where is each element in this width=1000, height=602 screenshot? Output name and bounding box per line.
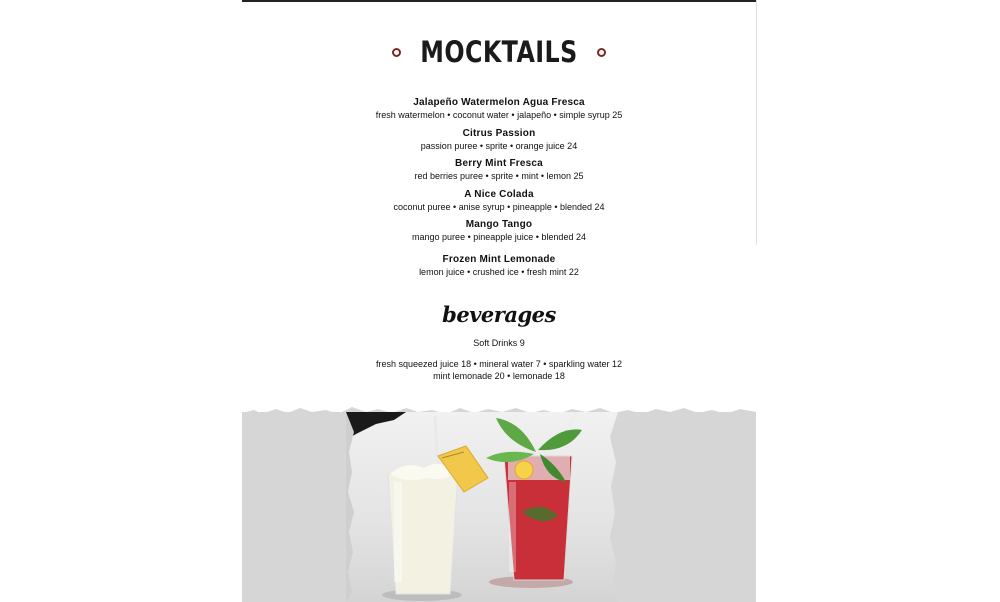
menu-item-desc: lemon juice • crushed ice • fresh mint 22	[419, 267, 579, 277]
menu-item-desc: mango puree • pineapple juice • blended 24	[412, 232, 586, 242]
straw-left	[435, 416, 438, 472]
heading-dot-left-icon	[392, 48, 401, 57]
soft-drinks-line: Soft Drinks 9	[473, 338, 525, 348]
mocktails-heading	[242, 35, 756, 69]
menu-item-name: Jalapeño Watermelon Agua Fresca	[413, 97, 585, 108]
page-edge-right	[756, 0, 757, 245]
menu-item	[242, 127, 756, 153]
beverages-title: beverages	[442, 302, 556, 327]
menu-item	[242, 253, 756, 279]
dark-background-corner	[346, 412, 406, 440]
menu-item	[242, 96, 756, 122]
menu-page	[242, 0, 756, 602]
menu-item-desc: fresh watermelon • coconut water • jalapeño • simple syrup 25	[375, 110, 623, 120]
menu-item-desc: coconut puree • anise syrup • pineapple • blended 24	[393, 202, 605, 212]
menu-item	[242, 218, 756, 244]
glass-highlight-right	[509, 482, 516, 572]
mocktails-title: MOCKTAILS	[420, 35, 578, 69]
heading-dot-right-icon	[597, 48, 606, 57]
menu-item-name: A Nice Colada	[464, 189, 534, 200]
lemon-slice	[515, 461, 533, 479]
mocktails-illustration	[346, 412, 618, 602]
menu-item	[242, 188, 756, 214]
photo-right-edge	[610, 412, 618, 602]
glass-highlight-left	[394, 482, 402, 582]
menu-item-name: Berry Mint Fresca	[455, 158, 543, 169]
mint-leaf-1	[496, 418, 536, 452]
menu-item	[242, 157, 756, 183]
beverages-line-2: mint lemonade 20 • lemonade 18	[433, 371, 565, 381]
menu-item-desc: red berries puree • sprite • mint • lemon 25	[414, 171, 584, 181]
menu-item-name: Frozen Mint Lemonade	[442, 254, 556, 265]
photo-left-edge	[346, 412, 354, 602]
menu-item-name: Citrus Passion	[462, 128, 536, 139]
menu-item-desc: passion puree • sprite • orange juice 24	[420, 141, 578, 151]
menu-item-name: Mango Tango	[465, 219, 533, 230]
beverages-line-1: fresh squeezed juice 18 • mineral water 7 • sparkling water 12	[376, 359, 622, 369]
two-mocktails-photo	[346, 412, 618, 602]
mint-leaf-2	[538, 429, 582, 450]
